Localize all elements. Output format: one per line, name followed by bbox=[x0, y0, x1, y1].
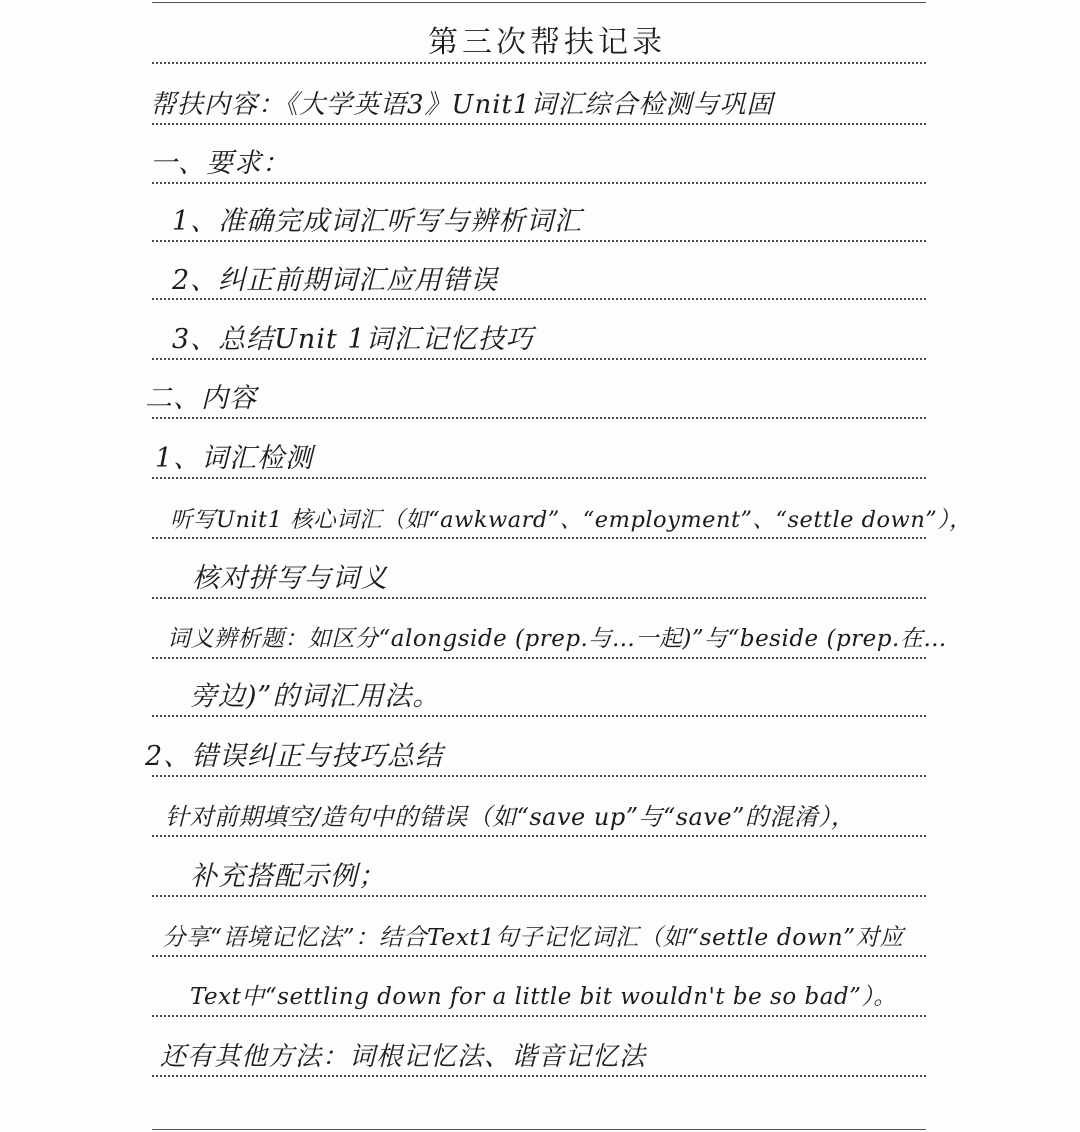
ruling-line bbox=[152, 1075, 926, 1077]
ruling-line bbox=[152, 1015, 926, 1017]
note-line: 还有其他方法：词根记忆法、谐音记忆法 bbox=[160, 1042, 647, 1072]
note-line: 分享“语境记忆法”：结合Text1句子记忆词汇（如“settle down”对应 bbox=[162, 923, 904, 951]
ruling-line bbox=[152, 597, 926, 599]
ruling-line bbox=[152, 657, 926, 659]
ruling-line bbox=[152, 955, 926, 957]
ruling-line bbox=[152, 358, 926, 360]
note-line: 补充搭配示例； bbox=[190, 861, 386, 892]
ruling-line bbox=[152, 182, 926, 184]
list-item: 2、纠正前期词汇应用错误 bbox=[172, 265, 499, 296]
note-line: 帮扶内容：《大学英语3》Unit1词汇综合检测与巩固 bbox=[150, 90, 774, 120]
ruling-line bbox=[152, 715, 926, 717]
ruling-line bbox=[152, 62, 926, 64]
section-heading: 一、要求： bbox=[150, 148, 290, 179]
page-top-rule bbox=[152, 2, 926, 3]
ruling-line bbox=[152, 417, 926, 419]
subsection-heading: 1、词汇检测 bbox=[155, 443, 314, 474]
section-heading: 二、内容 bbox=[145, 383, 257, 414]
note-line: Text中“settling down for a little bit wouldn't be so bad”）。 bbox=[190, 984, 897, 1010]
note-line: 旁边)”的词汇用法。 bbox=[190, 681, 441, 712]
page-bottom-rule bbox=[152, 1129, 926, 1130]
ruling-line bbox=[152, 895, 926, 897]
ruling-line bbox=[152, 123, 926, 125]
note-line: 针对前期填空/造句中的错误（如“save up”与“save”的混淆）， bbox=[165, 803, 856, 831]
list-item: 3、总结Unit 1词汇记忆技巧 bbox=[172, 324, 534, 355]
ruling-line bbox=[152, 240, 926, 242]
ruling-line bbox=[152, 298, 926, 300]
list-item: 1、准确完成词汇听写与辨析词汇 bbox=[172, 206, 583, 237]
ruling-line bbox=[152, 835, 926, 837]
note-line: 听写Unit1 核心词汇（如“awkward”、“employment”、“settle down”）， bbox=[170, 507, 973, 533]
ruling-line bbox=[152, 477, 926, 479]
note-line: 词义辨析题：如区分“alongside (prep.与…一起)”与“beside (prep.在… bbox=[167, 626, 947, 652]
page-title: 第三次帮扶记录 bbox=[428, 25, 666, 60]
subsection-heading: 2、错误纠正与技巧总结 bbox=[145, 741, 444, 772]
ruling-line bbox=[152, 775, 926, 777]
note-line: 核对拼写与词义 bbox=[192, 563, 388, 594]
ruling-line bbox=[152, 537, 926, 539]
